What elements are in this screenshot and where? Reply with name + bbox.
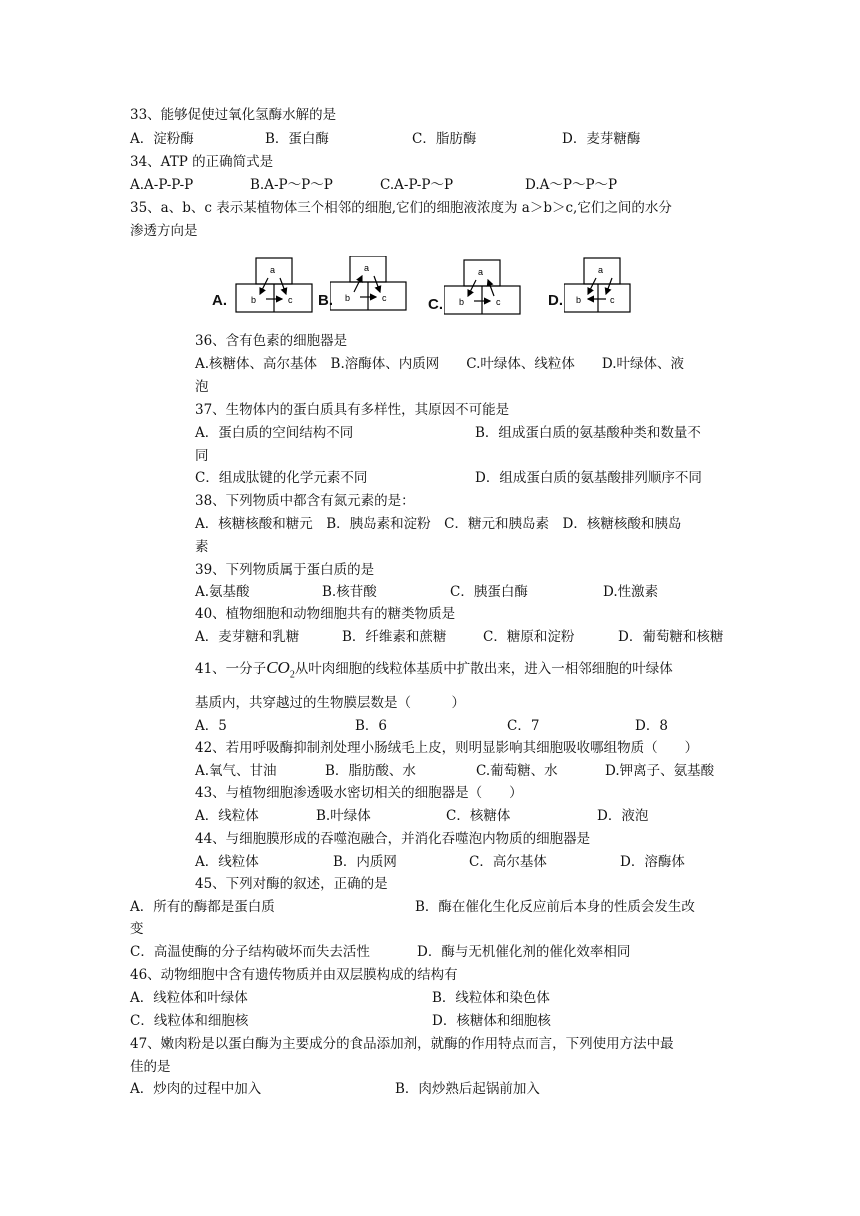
q41-option-a: A．5 <box>195 718 227 734</box>
cell-diagram-a <box>224 256 324 316</box>
q46-option-a: A．线粒体和叶绿体 <box>130 990 248 1006</box>
q41-option-b: B．6 <box>355 718 388 734</box>
q33-option-b: B．蛋白酶 <box>265 131 329 147</box>
q47-option-a: A．炒肉的过程中加入 <box>130 1081 262 1097</box>
cell-c-label: c <box>610 295 615 305</box>
q33-option-a: A．淀粉酶 <box>130 131 194 147</box>
q45-option-b: B．酶在催化生化反应前后本身的性质会发生改 <box>415 899 695 915</box>
q43-option-a: A．线粒体 <box>195 808 259 824</box>
q44-option-c: C．高尔基体 <box>469 854 547 870</box>
q34-option-d: D.A～P～P～P <box>525 177 618 193</box>
q34-option-a: A.A-P-P-P <box>130 177 194 193</box>
q45-stem: 45、下列对酶的叙述，正确的是 <box>195 876 388 892</box>
cell-b-label: b <box>459 297 465 307</box>
co2-formula <box>266 658 295 681</box>
q39-option-b: B.核苷酸 <box>322 584 377 600</box>
q45-option-d: D．酶与无机催化剂的催化效率相同 <box>417 944 631 960</box>
q42-option-c: C.葡萄糖、水 <box>476 763 558 779</box>
q36-options-cont: 泡 <box>195 379 209 395</box>
q46-option-b: B．线粒体和染色体 <box>432 990 550 1006</box>
q43-stem: 43、与植物细胞渗透吸水密切相关的细胞器是（ ） <box>195 785 523 801</box>
q37-option-d: D．组成蛋白质的氨基酸排列顺序不同 <box>475 470 702 486</box>
cell-a-label: a <box>478 267 484 277</box>
q44-option-d: D．溶酶体 <box>620 854 685 870</box>
q35-diagram-d-label: D. <box>548 292 563 309</box>
q46-option-d: D．核糖体和细胞核 <box>432 1013 551 1029</box>
q45-option-c: C．高温使酶的分子结构破坏而失去活性 <box>130 944 370 960</box>
q36-options: A.核糖体、高尔基体 B.溶酶体、内质网 C.叶绿体、线粒体 D.叶绿体、液 <box>195 356 685 372</box>
cell-diagram-c <box>444 258 544 318</box>
q43-option-b: B.叶绿体 <box>316 808 371 824</box>
cell-b-label: b <box>251 295 257 305</box>
q42-option-d: D.钾离子、氨基酸 <box>605 763 715 779</box>
q46-stem: 46、动物细胞中含有遗传物质并由双层膜构成的结构有 <box>130 967 458 983</box>
q42-stem: 42、若用呼吸酶抑制剂处理小肠绒毛上皮，则明显影响其细胞吸收哪组物质（ ） <box>195 740 699 756</box>
q44-option-a: A．线粒体 <box>195 854 259 870</box>
cell-c-label: c <box>288 295 293 305</box>
q38-options: A．核糖核酸和糖元 B．胰岛素和淀粉 C．糖元和胰岛素 D．核糖核酸和胰岛 <box>195 516 682 532</box>
co2-subscript: 2 <box>289 669 295 681</box>
q35-diagram-c-label: C. <box>428 296 443 313</box>
q33-option-c: C．脂肪酶 <box>412 131 477 147</box>
cell-c-label: c <box>496 297 501 307</box>
q47-stem-line2: 佳的是 <box>130 1059 171 1075</box>
q43-option-c: C．核糖体 <box>446 808 511 824</box>
q41-stem-line2: 基质内，共穿越过的生物膜层数是（ ） <box>195 695 465 711</box>
q39-stem: 39、下列物质属于蛋白质的是 <box>195 562 375 578</box>
q44-option-b: B．内质网 <box>333 854 397 870</box>
q38-stem: 38、下列物质中都含有氮元素的是： <box>195 493 415 509</box>
co2-symbol: CO <box>266 658 290 677</box>
q34-option-b: B.A-P～P～P <box>250 177 333 193</box>
cell-a-label: a <box>598 265 604 275</box>
cell-a-label: a <box>364 263 370 273</box>
q41-stem <box>195 658 673 685</box>
q37-option-b: B．组成蛋白质的氨基酸种类和数量不 <box>475 425 701 441</box>
q46-option-c: C．线粒体和细胞核 <box>130 1013 249 1029</box>
cell-b-label: b <box>576 295 582 305</box>
q35-stem-line1: 35、a、b、c 表示某植物体三个相邻的细胞,它们的细胞液浓度为 a＞b＞c,它们之间的水分 <box>130 200 672 216</box>
cell-diagram-d <box>564 256 664 316</box>
q41-stem-pre: 41、一分子 <box>195 661 267 677</box>
q45-option-a: A．所有的酶都是蛋白质 <box>130 899 275 915</box>
q43-option-d: D．液泡 <box>597 808 649 824</box>
q40-option-a: A．麦芽糖和乳糖 <box>195 629 300 645</box>
q39-option-c: C．胰蛋白酶 <box>450 584 528 600</box>
q41-option-c: C．7 <box>507 718 540 734</box>
q40-option-c: C．糖原和淀粉 <box>483 629 575 645</box>
q40-option-d: D．葡萄糖和核糖 <box>618 629 724 645</box>
q37-stem: 37、生物体内的蛋白质具有多样性，其原因不可能是 <box>195 402 510 418</box>
cell-a-label: a <box>270 265 276 275</box>
q45-option-b-cont: 变 <box>130 921 144 937</box>
q37-option-b-cont: 同 <box>195 448 209 464</box>
q35-stem-line2: 渗透方向是 <box>130 223 198 239</box>
q44-stem: 44、与细胞膜形成的吞噬泡融合，并消化吞噬泡内物质的细胞器是 <box>195 831 591 847</box>
q41-stem-post: 从叶肉细胞的线粒体基质中扩散出来，进入一相邻细胞的叶绿体 <box>294 661 673 677</box>
q42-option-b: B．脂肪酸、水 <box>325 763 416 779</box>
q40-stem: 40、植物细胞和动物细胞共有的糖类物质是 <box>195 606 456 622</box>
q47-option-b: B．肉炒熟后起锅前加入 <box>395 1081 540 1097</box>
q35-diagram-b-label: B. <box>318 292 333 309</box>
q35-diagram-a-label: A. <box>212 292 227 309</box>
q34-stem: 34、ATP 的正确简式是 <box>130 154 274 170</box>
cell-diagram-b <box>330 256 430 316</box>
q37-option-a: A．蛋白质的空间结构不同 <box>195 425 354 441</box>
q36-stem: 36、含有色素的细胞器是 <box>195 333 348 349</box>
q42-option-a: A.氧气、甘油 <box>195 763 277 779</box>
q41-option-d: D．8 <box>635 718 668 734</box>
q39-option-d: D.性激素 <box>603 584 659 600</box>
q33-option-d: D．麦芽糖酶 <box>562 131 641 147</box>
q33-stem: 33、能够促使过氧化氢酶水解的是 <box>130 107 337 123</box>
q47-stem-line1: 47、嫩肉粉是以蛋白酶为主要成分的食品添加剂，就酶的作用特点而言，下列使用方法中最 <box>130 1036 674 1052</box>
q39-option-a: A.氨基酸 <box>195 584 250 600</box>
q37-option-c: C．组成肽键的化学元素不同 <box>195 470 368 486</box>
cell-c-label: c <box>382 293 387 303</box>
q34-option-c: C.A-P-P～P <box>380 177 454 193</box>
q40-option-b: B．纤维素和蔗糖 <box>342 629 447 645</box>
q38-options-cont: 素 <box>195 539 209 555</box>
cell-b-label: b <box>345 293 351 303</box>
